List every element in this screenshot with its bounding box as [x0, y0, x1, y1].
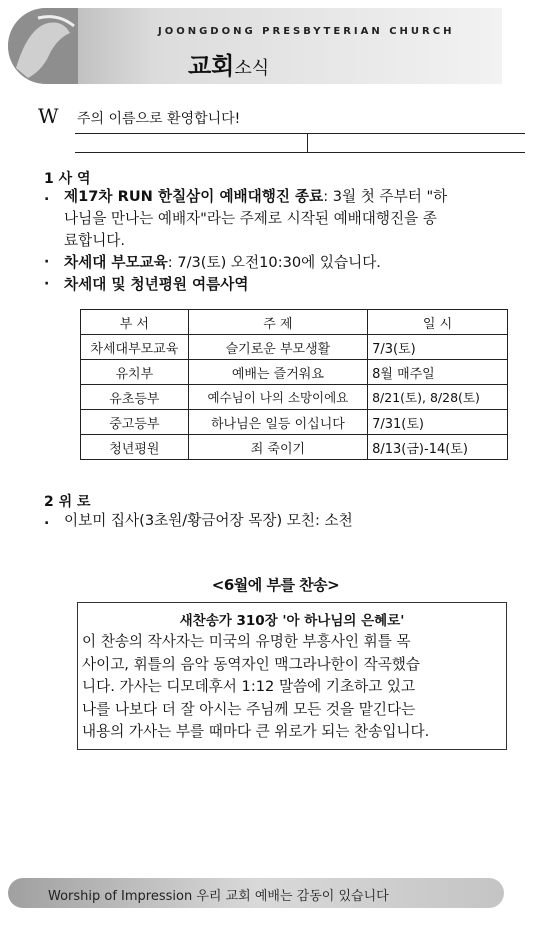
- hymn-title: <6월에 부를 찬송>: [211, 576, 340, 594]
- bullet-marker: .: [44, 512, 50, 528]
- hymn-body: [82, 631, 502, 744]
- schedule-table: [80, 309, 508, 460]
- title-sub: 소식: [234, 58, 270, 79]
- hymn-line: 내용의 가사는 부를 때마다 큰 위로가 되는 찬송입니다.: [82, 723, 430, 740]
- condolence-item: 이보미 집사(3초원/황금어장 목장) 모친: 소천: [64, 512, 353, 529]
- table-cell: 죄 죽이기: [188, 435, 367, 460]
- table-cell: 8/13(금)-14(토): [368, 435, 508, 460]
- hymn-line: 나를 나보다 더 잘 아시는 주님께 모든 것을 맡긴다는: [82, 700, 416, 718]
- item-run-bold: 제17차 RUN 한칠삼이 예배대행진 종료: [64, 188, 324, 205]
- table-header: 일 시: [368, 310, 508, 335]
- table-row: [81, 385, 508, 410]
- section2-heading: 2 위 로: [44, 494, 91, 510]
- hymn-line: 니다. 가사는 디모데후서 1:12 말씀에 기초하고 있고: [82, 678, 416, 695]
- table-cell: 청년평원: [81, 435, 189, 460]
- table-row: [81, 435, 508, 460]
- welcome-text: 주의 이름으로 환영합니다!: [77, 111, 241, 127]
- lines-divider: [307, 134, 308, 152]
- table-cell: 8월 매주일: [368, 360, 508, 385]
- header-banner: [8, 8, 502, 84]
- item-parent-edu-text: : 7/3(토) 오전10:30에 있습니다.: [167, 254, 381, 271]
- church-name: JOONGDONG PRESBYTERIAN CHURCH: [158, 26, 455, 37]
- table-cell: 차세대부모교육: [81, 335, 189, 360]
- item-run-line2: 나님을 만나는 예배자"라는 주제로 시작된 예배대행진을 종: [64, 210, 437, 227]
- title-main: 교회: [188, 52, 235, 80]
- footer-text: Worship of Impression 우리 교회 예배는 감동이 있습니다: [48, 889, 389, 904]
- hymn-line: 사이고, 휘틀의 음악 동역자인 맥그라나한이 작곡했습: [82, 655, 420, 673]
- table-cell: 하나님은 일등 이십니다: [188, 410, 367, 435]
- bullet-marker: ·: [44, 276, 50, 292]
- item-run-line1: [64, 186, 524, 208]
- table-cell: 예배는 즐거워요: [188, 360, 367, 385]
- table-header: 주 제: [188, 310, 367, 335]
- table-row: [81, 360, 508, 385]
- table-cell: 8/21(토), 8/28(토): [368, 385, 508, 410]
- welcome-lines: [75, 133, 525, 153]
- item-parent-edu-bold: 차세대 부모교육: [64, 254, 168, 271]
- table-cell: 유치부: [81, 360, 189, 385]
- table-cell: 슬기로운 부모생활: [188, 335, 367, 360]
- welcome-letter: W: [38, 104, 59, 128]
- bullet-marker: .: [44, 188, 50, 204]
- item-parent-edu: [64, 252, 381, 274]
- hymn-line: 이 찬송의 작사자는 미국의 유명한 부흥사인 휘틀 목: [82, 633, 411, 650]
- item-run-text: : 3월 첫 주부터 "하: [323, 188, 448, 205]
- bullet-marker: ·: [44, 254, 50, 270]
- hymn-box: [77, 602, 507, 750]
- page-title: [188, 46, 269, 81]
- footer-banner: [8, 878, 504, 908]
- table-cell: 7/31(토): [368, 410, 508, 435]
- table-cell: 유초등부: [81, 385, 189, 410]
- hymn-subtitle: 새찬송가 310장 '아 하나님의 은혜로': [179, 613, 405, 629]
- table-cell: 7/3(토): [368, 335, 508, 360]
- table-row: [81, 335, 508, 360]
- table-header: 부 서: [81, 310, 189, 335]
- table-cell: 중고등부: [81, 410, 189, 435]
- table-row: [81, 410, 508, 435]
- item-run-line3: 료합니다.: [64, 232, 126, 249]
- section1-heading: 1 사 역: [44, 171, 91, 187]
- table-cell: 예수님이 나의 소망이에요: [188, 385, 367, 410]
- item-summer-bold: 차세대 및 청년평원 여름사역: [64, 276, 249, 293]
- item-summer: [64, 274, 248, 296]
- praying-hands-image: [8, 8, 78, 84]
- table-header-row: [81, 310, 508, 335]
